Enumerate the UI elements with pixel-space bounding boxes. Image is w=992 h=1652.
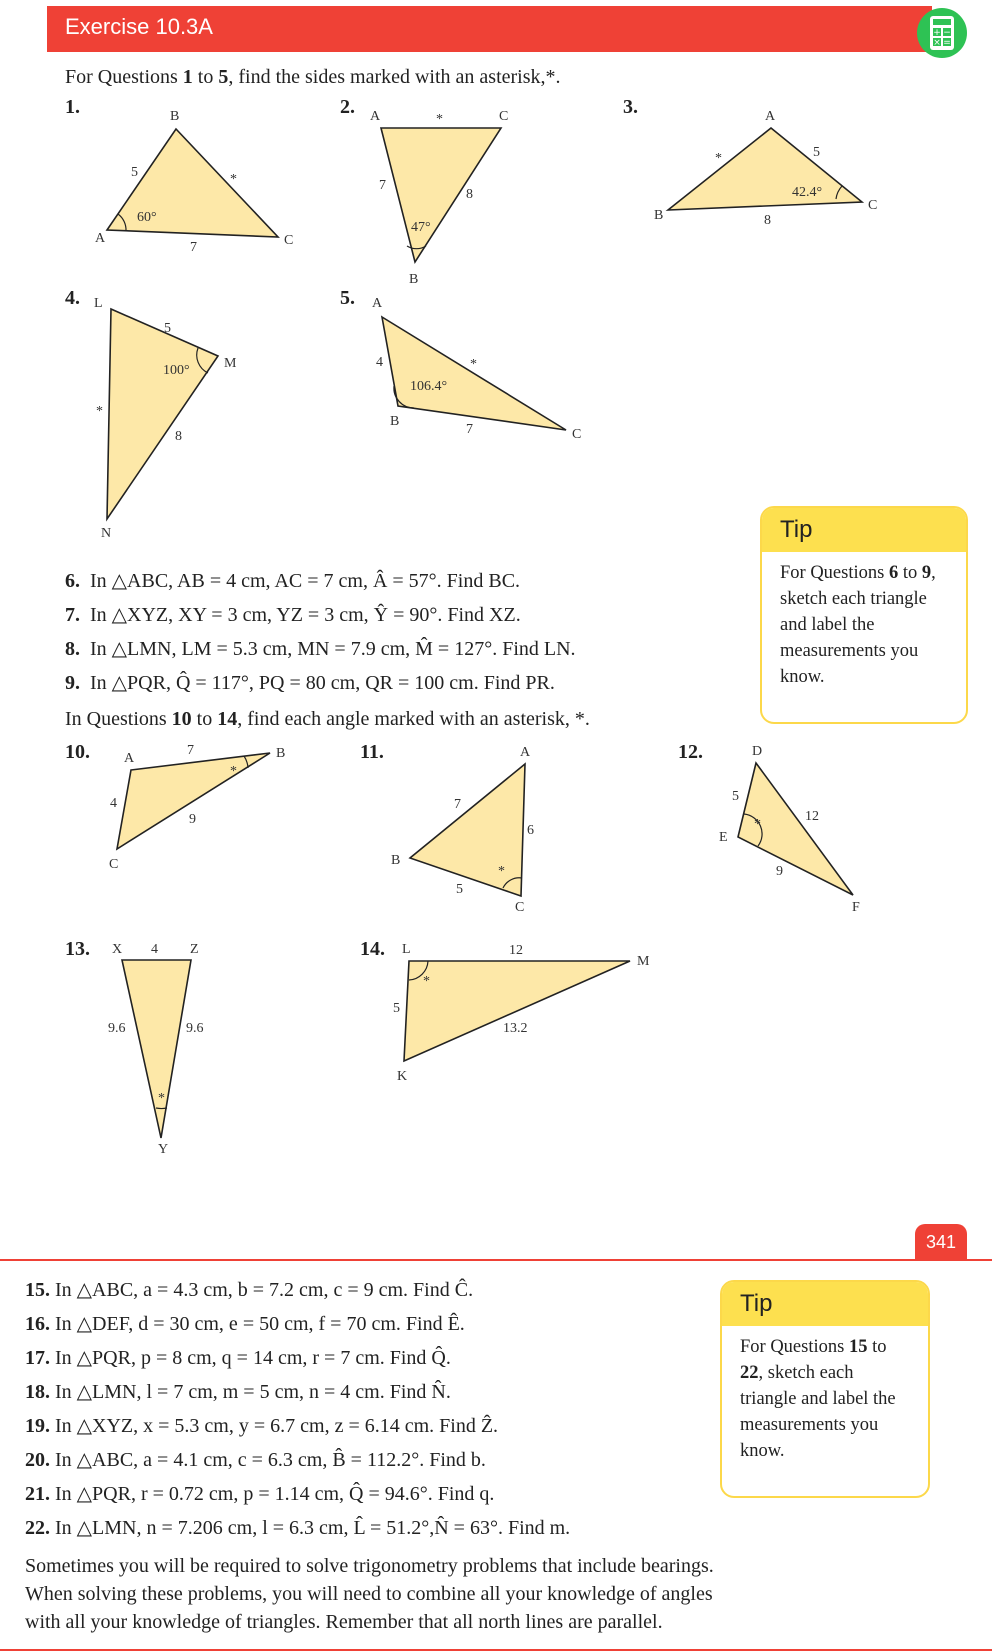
question-21: 21. In △PQR, r = 0.72 cm, p = 1.14 cm, Q̂ = 94.6°. Find q. xyxy=(25,1483,495,1505)
triangle-q5 xyxy=(372,296,581,442)
triangle-q13 xyxy=(108,942,204,1157)
vertex-q10-A: A xyxy=(124,751,135,766)
triangle-q14 xyxy=(393,942,650,1084)
vertex-q10-B: B xyxy=(276,746,286,761)
star-q10: * xyxy=(230,764,237,779)
bottom-divider xyxy=(0,1649,992,1651)
fig-number-3: 3. xyxy=(623,96,638,118)
closing-paragraph-line-1: Sometimes you will be required to solve trigonometry problems that include bearings. xyxy=(25,1555,714,1577)
angle-q4: 100° xyxy=(163,363,190,378)
vertex-q4-L: L xyxy=(94,296,103,311)
fig-number-2: 2. xyxy=(340,96,355,118)
vertex-q13-Y: Y xyxy=(158,1142,169,1157)
vertex-q3-A: A xyxy=(765,109,776,124)
triangle-q1 xyxy=(95,109,293,255)
page-divider xyxy=(0,1259,992,1261)
angle-q5: 106.4° xyxy=(410,379,448,394)
tip-text: For Questions 15 to 22, sketch each triangle and label the measurements you know. xyxy=(740,1337,896,1461)
side-q1-ac: 7 xyxy=(190,240,197,255)
vertex-q3-C: C xyxy=(868,198,878,213)
angle-q1: 60° xyxy=(137,210,157,225)
triangle-q4 xyxy=(94,296,237,541)
tip-title: Tip xyxy=(722,1282,928,1326)
side-q4-mn: 8 xyxy=(175,429,182,444)
question-17: 17. In △PQR, p = 8 cm, q = 14 cm, r = 7 cm. Find Q̂. xyxy=(25,1347,451,1369)
vertex-q2-C: C xyxy=(499,109,509,124)
side-q13-zy: 9.6 xyxy=(186,1021,204,1036)
side-q2-ac: * xyxy=(436,112,443,127)
question-22: 22. In △LMN, n = 7.206 cm, l = 6.3 cm, L̂ = 51.2°,N̂ = 63°. Find m. xyxy=(25,1517,571,1539)
fig-number-13: 13. xyxy=(65,938,90,960)
star-q12: * xyxy=(754,817,761,832)
page-number: 341 xyxy=(915,1224,967,1260)
side-q12-df: 12 xyxy=(805,809,819,824)
side-q13-xz: 4 xyxy=(151,942,158,957)
side-q5-bc: 7 xyxy=(466,422,473,437)
side-q14-lk: 5 xyxy=(393,1001,400,1016)
vertex-q13-X: X xyxy=(112,942,123,957)
side-q4-ln: * xyxy=(96,404,103,419)
side-q14-lm: 12 xyxy=(509,943,523,958)
triangle-q11 xyxy=(391,745,534,915)
vertex-q14-L: L xyxy=(402,942,411,957)
tip-text: For Questions 6 to 9, sketch each triangle and label the measurements you know. xyxy=(780,563,936,687)
question-7: 7. In △XYZ, XY = 3 cm, YZ = 3 cm, Ŷ = 90°. Find XZ. xyxy=(65,604,521,626)
vertex-q11-C: C xyxy=(515,900,525,915)
side-q3-bc: 8 xyxy=(764,213,771,228)
side-q10-ab: 7 xyxy=(187,743,194,758)
question-19: 19. In △XYZ, x = 5.3 cm, y = 6.7 cm, z = 6.14 cm. Find Ẑ. xyxy=(25,1415,499,1437)
fig-number-12: 12. xyxy=(678,741,703,763)
vertex-q4-M: M xyxy=(224,356,237,371)
exercise-title: Exercise 10.3A xyxy=(65,14,213,39)
side-q14-km: 13.2 xyxy=(503,1021,528,1036)
question-18: 18. In △LMN, l = 7 cm, m = 5 cm, n = 4 cm. Find N̂. xyxy=(25,1381,451,1403)
fig-number-10: 10. xyxy=(65,741,90,763)
vertex-q11-A: A xyxy=(520,745,531,760)
vertex-q2-B: B xyxy=(409,272,419,287)
side-q5-ab: 4 xyxy=(376,355,383,370)
triangle-q3 xyxy=(654,109,877,228)
vertex-q3-B: B xyxy=(654,208,664,223)
triangle-q2 xyxy=(370,109,508,287)
triangle-q10 xyxy=(109,743,285,872)
vertex-q5-A: A xyxy=(372,296,383,311)
question-9: 9. In △PQR, Q̂ = 117°, PQ = 80 cm, QR = 100 cm. Find PR. xyxy=(65,672,555,694)
side-q5-ac: * xyxy=(470,357,477,372)
vertex-q10-C: C xyxy=(109,857,119,872)
side-q3-ac: 5 xyxy=(813,145,820,160)
vertex-q12-D: D xyxy=(752,744,763,759)
vertex-q14-M: M xyxy=(637,954,650,969)
side-q2-ab: 7 xyxy=(379,178,386,193)
side-q11-ac: 6 xyxy=(527,823,534,838)
side-q3-ab: * xyxy=(715,151,722,166)
vertex-q2-A: A xyxy=(370,109,381,124)
closing-paragraph-line-3: with all your knowledge of triangles. Remember that all north lines are parallel. xyxy=(25,1611,663,1633)
star-q14: * xyxy=(423,974,430,989)
intro-questions-1-5: For Questions 1 to 5, find the sides marked with an asterisk,*. xyxy=(65,66,561,88)
fig-number-11: 11. xyxy=(360,741,384,763)
svg-text:−: − xyxy=(943,28,951,38)
question-8: 8. In △LMN, LM = 5.3 cm, MN = 7.9 cm, M̂ = 127°. Find LN. xyxy=(65,638,576,660)
fig-number-1: 1. xyxy=(65,96,80,118)
side-q12-de: 5 xyxy=(732,789,739,804)
side-q1-ab: 5 xyxy=(131,165,138,180)
vertex-q1-A: A xyxy=(95,231,106,246)
vertex-q4-N: N xyxy=(101,526,112,541)
closing-paragraph-line-2: When solving these problems, you will need to combine all your knowledge of angles xyxy=(25,1583,713,1605)
side-q1-bc: * xyxy=(230,172,237,187)
angle-q2: 47° xyxy=(411,220,431,235)
side-q11-ab: 7 xyxy=(454,797,461,812)
vertex-q1-B: B xyxy=(170,109,180,124)
triangle-q12 xyxy=(719,744,860,915)
vertex-q14-K: K xyxy=(397,1069,408,1084)
vertex-q11-B: B xyxy=(391,853,401,868)
question-20: 20. In △ABC, a = 4.1 cm, c = 6.3 cm, B̂ = 112.2°. Find b. xyxy=(25,1449,486,1471)
fig-number-5: 5. xyxy=(340,287,355,309)
svg-text:×: × xyxy=(933,38,941,48)
tip-title: Tip xyxy=(762,508,966,552)
svg-text:=: = xyxy=(943,38,951,48)
side-q4-lm: 5 xyxy=(164,321,171,336)
side-q10-bc: 9 xyxy=(189,812,196,827)
svg-text:+: + xyxy=(933,28,941,38)
star-q13: * xyxy=(158,1091,165,1106)
star-q11: * xyxy=(498,864,505,879)
side-q10-ac: 4 xyxy=(110,796,117,811)
vertex-q12-E: E xyxy=(719,830,728,845)
vertex-q1-C: C xyxy=(284,233,294,248)
vertex-q13-Z: Z xyxy=(190,942,199,957)
side-q2-bc: 8 xyxy=(466,187,473,202)
vertex-q5-C: C xyxy=(572,427,582,442)
fig-number-14: 14. xyxy=(360,938,385,960)
vertex-q12-F: F xyxy=(852,900,860,915)
question-6: 6. In △ABC, AB = 4 cm, AC = 7 cm, Â = 57°. Find BC. xyxy=(65,570,521,592)
side-q13-xy: 9.6 xyxy=(108,1021,126,1036)
question-15: 15. In △ABC, a = 4.3 cm, b = 7.2 cm, c = 9 cm. Find Ĉ. xyxy=(25,1279,474,1301)
side-q11-bc: 5 xyxy=(456,882,463,897)
fig-number-4: 4. xyxy=(65,287,80,309)
tip-box-6-9 xyxy=(760,506,968,724)
tip-box-15-22 xyxy=(720,1280,930,1498)
intro-questions-10-14: In Questions 10 to 14, find each angle marked with an asterisk, *. xyxy=(65,708,590,730)
side-q12-ef: 9 xyxy=(776,864,783,879)
question-16: 16. In △DEF, d = 30 cm, e = 50 cm, f = 70 cm. Find Ê. xyxy=(25,1313,465,1335)
angle-q3: 42.4° xyxy=(792,185,823,200)
vertex-q5-B: B xyxy=(390,414,400,429)
